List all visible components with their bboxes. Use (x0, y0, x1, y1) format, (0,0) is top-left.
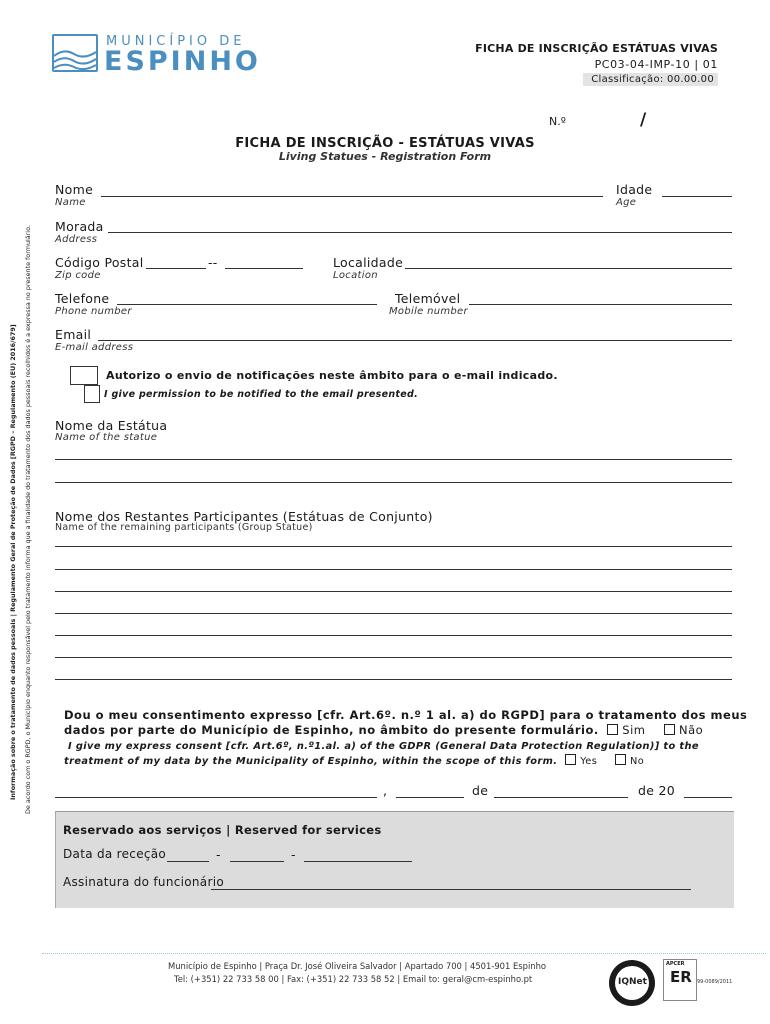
apcer-certification-icon (663, 959, 697, 1001)
participants-field-6[interactable] (55, 657, 732, 658)
email-sub: E-mail address (55, 342, 134, 353)
date-de-20: de 20 (638, 783, 676, 798)
header-classification: Classificação: 00.00.00 (583, 73, 718, 86)
reception-year-field[interactable] (304, 861, 412, 862)
notify-label-pt: Autorizo o envio de notificações neste âmbito para o e-mail indicado. (106, 369, 558, 382)
consent-pt-no-checkbox[interactable] (664, 724, 675, 735)
apcer-code: 99-0089/2011 (697, 979, 733, 985)
address-label: Morada (55, 219, 104, 234)
consent-pt-text: dados por parte do Município de Espinho, no âmbito do presente formulário. (64, 723, 599, 737)
locality-label: Localidade (333, 255, 404, 270)
year-field[interactable] (684, 797, 732, 798)
form-number-label: N.º (549, 115, 566, 128)
locality-sub: Location (333, 270, 378, 281)
name-sub: Name (55, 197, 86, 208)
apcer-mark: ER (670, 968, 692, 986)
reception-month-field[interactable] (230, 861, 284, 862)
municipality-logo (52, 34, 261, 77)
phone-field[interactable] (117, 304, 377, 305)
logo-line2: ESPINHO (104, 46, 261, 77)
age-label: Idade (616, 182, 653, 197)
consent-en-line2 (64, 754, 644, 767)
consent-en-no-label: No (630, 756, 645, 767)
participants-field-5[interactable] (55, 635, 732, 636)
consent-pt-no-label: Não (678, 723, 704, 737)
participants-field-1[interactable] (55, 546, 732, 547)
reception-day-field[interactable] (167, 861, 209, 862)
address-sub: Address (55, 234, 98, 245)
footer-contacts: Tel: (+351) 22 733 58 00 | Fax: (+351) 22 733 58 52 | Email to: geral@cm-espinho.pt (174, 974, 533, 984)
form-subtitle: Living Statues - Registration Form (278, 150, 492, 163)
email-field[interactable] (98, 340, 732, 341)
form-number-slash: / (640, 110, 647, 130)
zip-field-b[interactable] (225, 268, 303, 269)
consent-en-yes-checkbox[interactable] (565, 754, 576, 765)
date-de-1: de (472, 783, 489, 798)
zip-field-a[interactable] (146, 268, 206, 269)
zip-sub: Zip code (55, 270, 101, 281)
iqnet-label: IQNet (618, 977, 647, 987)
phone-sub: Phone number (55, 306, 132, 317)
reception-dash-2: - (291, 847, 296, 862)
logo-line1: MUNICÍPIO DE (106, 34, 246, 49)
statue-field-1[interactable] (55, 459, 732, 460)
day-field[interactable] (396, 797, 464, 798)
age-field[interactable] (662, 196, 732, 197)
header-title: FICHA DE INSCRIÇÃO ESTÁTUAS VIVAS (475, 42, 718, 55)
participants-sub: Name of the remaining participants (Group Statue) (55, 522, 313, 533)
participants-field-3[interactable] (55, 591, 732, 592)
sidebar-gdpr-text: De acordo com o RGPD, o Município enquanto responsável pelo tratamento informa que a finalidade do tratamento dos dados pessoais recolhidos é a expressa no presente formulário. (24, 225, 32, 814)
footer-address: Município de Espinho | Praça Dr. José Oliveira Salvador | Apartado 700 | 4501-901 Espinho (168, 961, 547, 971)
consent-pt-line1: Dou o meu consentimento expresso [cfr. Art.6º. n.º 1 al. a) do RGPD] para o tratamento dos meus (64, 708, 748, 722)
logo-wave-icon (52, 34, 98, 74)
consent-pt-yes-checkbox[interactable] (607, 724, 618, 735)
iqnet-certification-icon (609, 960, 655, 1006)
name-label: Nome (55, 182, 94, 197)
staff-signature-field[interactable] (211, 889, 691, 890)
date-comma: , (383, 783, 388, 798)
consent-en-text: treatment of my data by the Municipality of Espinho, within the scope of this form. (64, 756, 558, 767)
age-sub: Age (616, 197, 637, 208)
consent-en-yes-label: Yes (580, 756, 598, 767)
consent-pt-yes-label: Sim (622, 723, 646, 737)
consent-pt-line2 (64, 723, 703, 737)
participants-field-7[interactable] (55, 679, 732, 680)
participants-label: Nome dos Restantes Participantes (Estátuas de Conjunto) (55, 509, 433, 524)
reserved-box (55, 811, 734, 908)
locality-field[interactable] (405, 268, 732, 269)
statue-label: Nome da Estátua (55, 418, 168, 433)
form-title: FICHA DE INSCRIÇÃO - ESTÁTUAS VIVAS (235, 136, 535, 151)
notify-label-en: I give permission to be notified to the email presented. (104, 389, 419, 400)
notify-checkbox-en[interactable] (84, 385, 100, 403)
consent-en-no-checkbox[interactable] (615, 754, 626, 765)
participants-field-2[interactable] (55, 569, 732, 570)
reserved-title: Reservado aos serviços | Reserved for services (63, 823, 382, 837)
phone-label: Telefone (55, 291, 110, 306)
footer-divider (42, 953, 766, 954)
mobile-field[interactable] (469, 304, 732, 305)
address-field[interactable] (108, 232, 732, 233)
consent-en-line1: I give my express consent [cfr. Art.6º, n.º1.al. a) of the GDPR (General Data Protection Regulation)] to the (68, 741, 699, 752)
statue-sub: Name of the statue (55, 432, 158, 443)
name-field[interactable] (101, 196, 603, 197)
reception-dash-1: - (216, 847, 221, 862)
mobile-label: Telemóvel (395, 291, 461, 306)
zip-label: Código Postal (55, 255, 144, 270)
notify-checkbox[interactable] (70, 366, 98, 385)
apcer-label: APCER (666, 961, 685, 967)
participants-field-4[interactable] (55, 613, 732, 614)
sidebar-gdpr-title: Informação sobre o tratamento de dados pessoais | Regulamento Geral de Proteção de Dados [RGPD – Regulamento (EU) 2016/679] (9, 324, 17, 800)
reception-date-label: Data da receção (63, 847, 167, 861)
place-field[interactable] (55, 797, 377, 798)
statue-field-2[interactable] (55, 482, 732, 483)
email-label: Email (55, 327, 92, 342)
zip-separator: -- (208, 255, 218, 270)
header-code: PC03-04-IMP-10 | 01 (594, 58, 718, 71)
month-field[interactable] (494, 797, 628, 798)
mobile-sub: Mobile number (389, 306, 468, 317)
staff-signature-label: Assinatura do funcionário (63, 875, 224, 889)
